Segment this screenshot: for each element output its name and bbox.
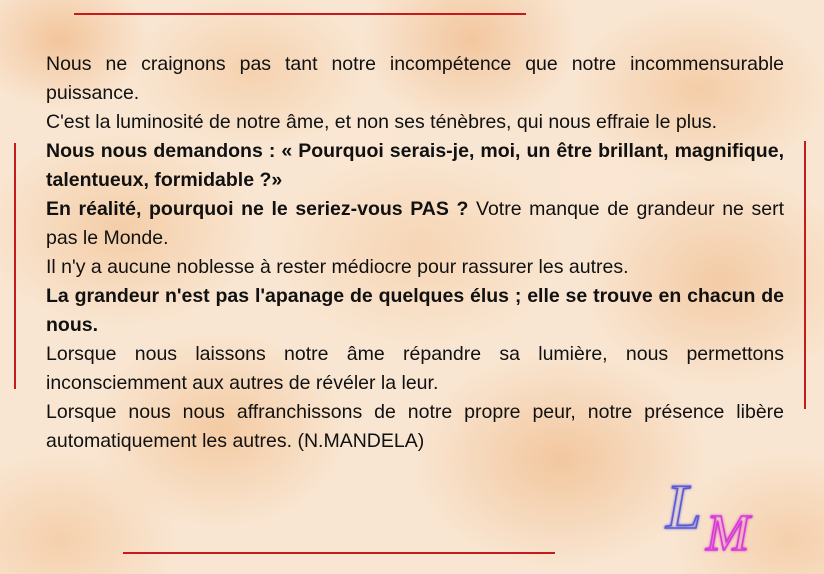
- paragraph-7: Lorsque nous laissons notre âme répandre sa lumière, nous permettons inconsciemment aux autres de révéler la leur.: [46, 343, 784, 394]
- paragraph-4-bold: En réalité, pourquoi ne le seriez-vous PAS ?: [46, 198, 469, 220]
- paragraph-6: La grandeur n'est pas l'apanage de quelques élus ; elle se trouve en chacun de nous.: [46, 285, 784, 336]
- top-rule: [74, 13, 526, 15]
- paragraph-1: Nous ne craignons pas tant notre incompétence que notre incommensurable puissance.: [46, 53, 784, 104]
- paragraph-5: Il n'y a aucune noblesse à rester médiocre pour rassurer les autres.: [46, 256, 629, 278]
- lm-monogram-logo: [662, 470, 782, 560]
- paragraph-4: [46, 195, 784, 253]
- quote-text: [46, 50, 784, 456]
- monogram-letter-m: M: [706, 505, 750, 560]
- paragraph-4-rest: Votre manque de grandeur ne sert pas le Monde.: [46, 198, 785, 249]
- paragraph-8: Lorsque nous nous affranchissons de notre propre peur, notre présence libère automatiquement les autres. (N.MANDELA): [46, 401, 784, 452]
- right-rule: [804, 141, 806, 409]
- paragraph-2: C'est la luminosité de notre âme, et non ses ténèbres, qui nous effraie le plus.: [46, 111, 718, 133]
- paragraph-3: Nous nous demandons : « Pourquoi serais-je, moi, un être brillant, magnifique, talentueux, formidable ?»: [46, 140, 784, 191]
- left-rule: [14, 143, 16, 389]
- monogram-letter-l: L: [666, 471, 702, 542]
- bottom-rule: [123, 552, 555, 554]
